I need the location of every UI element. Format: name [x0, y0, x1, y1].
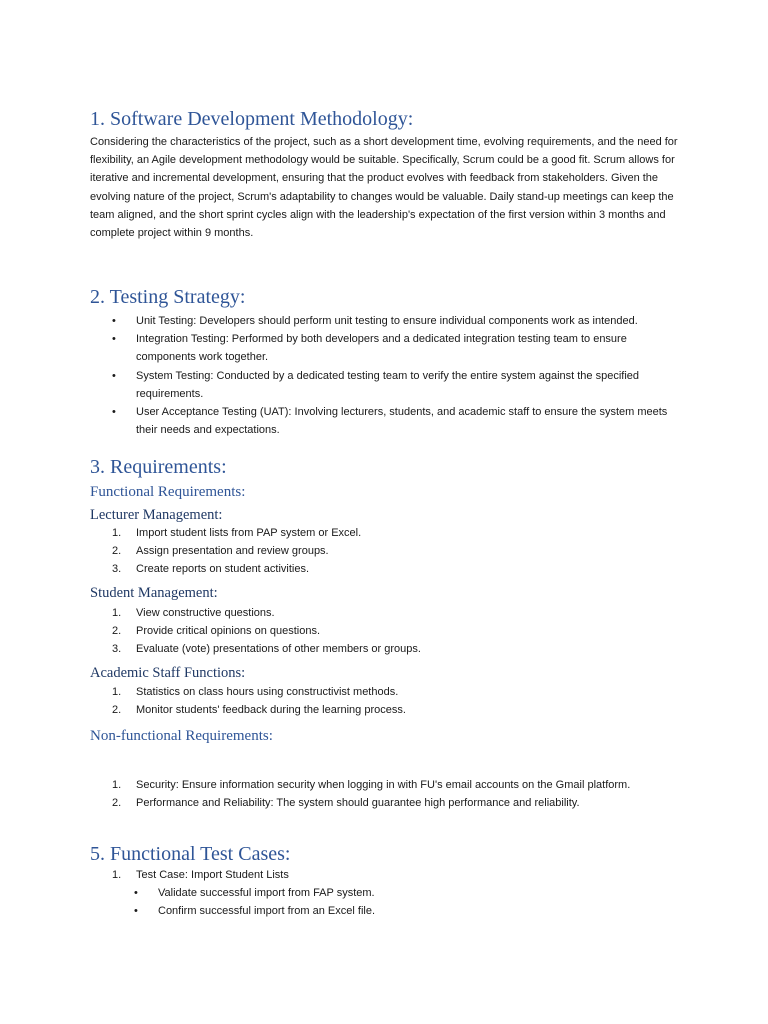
lecturer-management-list — [90, 524, 680, 579]
list-item: • User Acceptance Testing (UAT): Involving lecturers, students, and academic staff to ensure the system meets their needs and expectations. — [90, 403, 680, 439]
list-item: • Integration Testing: Performed by both developers and a dedicated integration testing team to ensure components work together. — [90, 330, 680, 366]
list-item: • Validate successful import from FAP system. — [112, 884, 672, 902]
section-3-heading: 3. Requirements: — [90, 456, 227, 478]
list-item: 2. Performance and Reliability: The system should guarantee high performance and reliability. — [112, 797, 580, 810]
list-item: 3. Evaluate (vote) presentations of other members or groups. — [112, 643, 421, 656]
functional-requirements-heading: Functional Requirements: — [90, 484, 246, 500]
list-item: • Confirm successful import from an Excel file. — [112, 902, 672, 920]
functional-test-cases-list — [90, 866, 680, 884]
list-item: • System Testing: Conducted by a dedicated testing team to verify the entire system against the specified requirements. — [90, 367, 680, 403]
nonfunctional-requirements-list — [90, 776, 680, 812]
bullet-marker: • — [134, 887, 138, 899]
list-item: 1. Test Case: Import Student Lists — [112, 869, 289, 881]
student-management-list — [90, 604, 680, 659]
bullet-marker: • — [112, 406, 116, 419]
test-case-sub-list — [112, 884, 672, 920]
section-5-heading: 5. Functional Test Cases: — [90, 843, 291, 865]
lecturer-management-heading: Lecturer Management: — [90, 507, 223, 523]
list-item: 1. Statistics on class hours using constructivist methods. — [112, 686, 399, 698]
section-1-heading: 1. Software Development Methodology: — [90, 108, 414, 130]
list-item: 3. Create reports on student activities. — [112, 563, 310, 576]
list-item: 2. Provide critical opinions on questions. — [112, 625, 321, 638]
list-item: 1. View constructive questions. — [112, 607, 275, 619]
section-2-heading: 2. Testing Strategy: — [90, 286, 246, 308]
list-item: 1. Import student lists from PAP system or Excel. — [112, 527, 362, 539]
academic-staff-heading: Academic Staff Functions: — [90, 665, 246, 681]
bullet-marker: • — [112, 369, 116, 382]
list-item: • Unit Testing: Developers should perform unit testing to ensure individual components work as intended. — [90, 312, 680, 330]
student-management-heading: Student Management: — [90, 585, 218, 601]
nonfunctional-requirements-heading: Non-functional Requirements: — [90, 728, 273, 744]
methodology-paragraph: Considering the characteristics of the project, such as a short development time, evolving requirements, and the need for flexibility, an Agile development methodology would be suitable. Specifically, Scrum could be a good fit. Scrum allows for iterative and incremental development, ensuring that the product evolves with feedback from stakeholders. Given the evolving nature of the project, Scrum's adaptability to changes would be valuable. Daily stand-up meetings can keep the team aligned, and the short sprint cycles align with the leadership's expectation of the first version within 3 months and complete project within 9 months. — [90, 136, 678, 240]
list-item: 2. Assign presentation and review groups. — [112, 545, 329, 558]
list-item: 2. Monitor students' feedback during the learning process. — [112, 704, 406, 717]
bullet-marker: • — [112, 333, 116, 346]
bullet-marker: • — [134, 905, 138, 918]
academic-staff-list — [90, 683, 680, 719]
testing-strategy-list — [90, 312, 680, 439]
list-item: 1. Security: Ensure information security when logging in with FU's email accounts on the Gmail platform. — [112, 779, 631, 791]
bullet-marker: • — [112, 315, 116, 327]
